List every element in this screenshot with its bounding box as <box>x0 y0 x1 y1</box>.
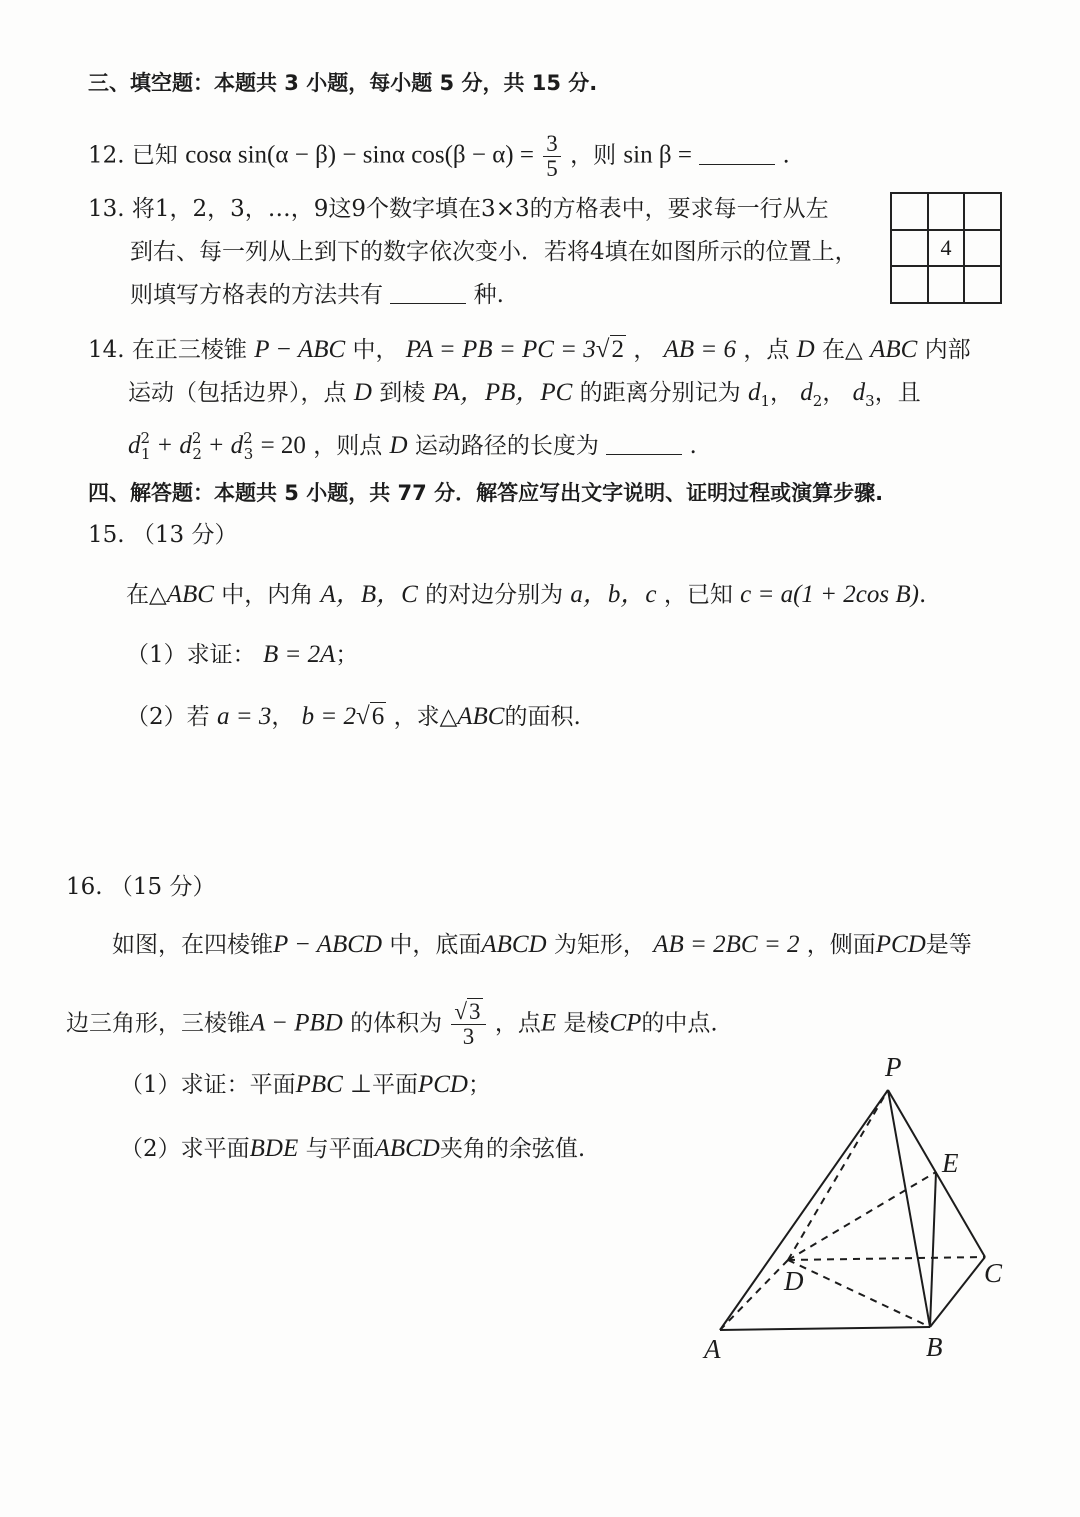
edge-BC <box>930 1257 985 1327</box>
vertex-label-P: P <box>885 1052 902 1082</box>
question-13-line-2: 到右、每一列从上到下的数字依次变小．若将4填在如图所示的位置上， <box>130 239 858 265</box>
question-number: 14. <box>88 337 125 363</box>
edge-EB <box>930 1172 936 1327</box>
volume-fraction: $\frac{√3}{3}$ <box>451 1000 485 1049</box>
answer-blank[interactable] <box>606 430 682 455</box>
edge-PD <box>788 1090 888 1260</box>
edge-AB <box>720 1327 930 1330</box>
vertex-label-C: C <box>984 1258 1003 1288</box>
question-15-part-1: （1）求证： B = 2A； <box>126 641 359 668</box>
q12-expression-left: cosα sin(α − β) − sinα cos(β − α) = <box>185 141 534 169</box>
q12-prefix: 已知 <box>131 142 178 169</box>
question-14-line-1: 14. 在正三棱锥 P − ABC 中， PA = PB = PC = 3√2 ， AB = 6 ，点 D 在△ ABC 内部 <box>88 336 971 363</box>
question-16-line-1: 如图，在四棱锥P − ABCD 中，底面ABCD 为矩形， AB = 2BC = 2 ，侧面PCD是等 <box>112 931 972 958</box>
question-16-line-2: 边三角形，三棱锥A − PBD 的体积为 $\frac{√3}{3}$ ，点E 是棱CP的中点. <box>66 999 718 1049</box>
pyramid-figure <box>690 1040 1050 1380</box>
question-number: 15. <box>88 522 125 548</box>
section-header-answer: 四、解答题：本题共 5 小题，共 77 分．解答应写出文字说明、证明过程或演算步骤. <box>88 481 884 505</box>
grid-cell-value: 4 <box>940 235 952 260</box>
question-16-part-1: （1）求证：平面PBC ⊥平面PCD； <box>120 1071 491 1098</box>
edge-DC <box>788 1257 985 1260</box>
question-points: （13 分） <box>131 522 238 548</box>
edge-PA <box>720 1090 888 1330</box>
vertex-label-E: E <box>942 1148 959 1178</box>
question-number: 13. <box>88 196 125 222</box>
section-header-fill-blank: 三、填空题：本题共 3 小题，每小题 5 分，共 15 分. <box>88 71 598 95</box>
question-14-line-3: $d^2_1 + d^2_2 + d^2_3 = 20$ ，则点 D 运动路径的长度为 . <box>128 429 697 463</box>
grid-3x3-figure <box>890 192 1002 304</box>
question-15-header <box>88 518 237 552</box>
edge-AD <box>720 1260 788 1330</box>
answer-blank[interactable] <box>699 140 775 165</box>
vertex-label-A: A <box>704 1334 721 1364</box>
question-number: 12. <box>88 142 125 169</box>
question-number: 16. <box>66 874 103 900</box>
edge-DE <box>788 1172 936 1260</box>
question-15-part-2: （2）若 a = 3， b = 2√6 ，求△ABC的面积. <box>126 703 581 730</box>
edge-DB <box>788 1260 930 1327</box>
question-13-line-3: 则填写方格表的方法共有 种. <box>130 278 504 312</box>
question-16-part-2: （2）求平面BDE 与平面ABCD夹角的余弦值. <box>120 1135 586 1162</box>
q12-expression-right: sin β = <box>623 141 692 169</box>
answer-blank[interactable] <box>390 279 466 304</box>
question-13-line-1: 13. 将1，2，3，…，9这9个数字填在3×3的方格表中，要求每一行从左 <box>88 196 829 222</box>
q12-middle: ，则 <box>570 142 617 169</box>
vertex-label-D: D <box>784 1266 804 1296</box>
question-14-line-2: 运动（包括边界），点 D 到棱 PA，PB，PC 的距离分别记为 $d_1$， $d_2$， $d_3$，且 <box>128 379 921 410</box>
q12-fraction: $\frac{3}{5}$ <box>543 132 561 181</box>
vertex-label-B: B <box>926 1332 943 1362</box>
question-points: （15 分） <box>109 874 216 900</box>
question-12: 12. 已知 cosα sin(α − β) − sinα cos(β − α) = $\frac{3}{5}$ ，则 sin β = . <box>88 131 790 181</box>
question-16-header <box>66 870 215 904</box>
question-15-stem: 在△ABC 中，内角 A，B，C 的对边分别为 a，b，c ，已知 c = a(1 + 2cos B). <box>126 581 927 608</box>
